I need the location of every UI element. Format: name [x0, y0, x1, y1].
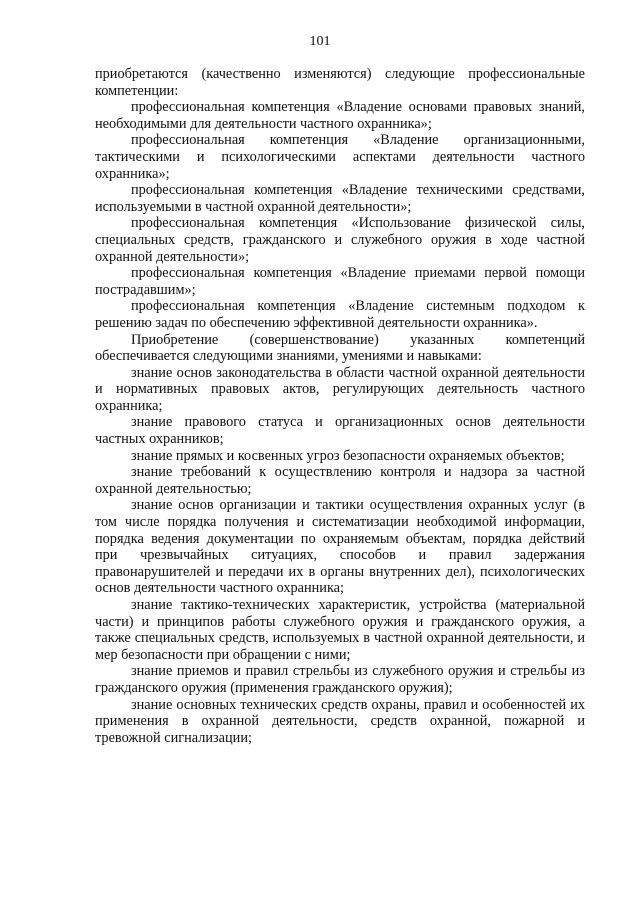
paragraph: знание прямых и косвенных угроз безопасности охраняемых объектов;: [131, 447, 565, 464]
paragraph: профессиональная компетенция «Использование физической силы, специальных средств, гражданского и служебного оружия в ходе частной охранной деятельности»;: [95, 215, 585, 265]
paragraph: знание приемов и правил стрельбы из служебного оружия и стрельбы из гражданского оружия (применения гражданского оружия);: [95, 663, 585, 696]
paragraph: знание требований к осуществлению контроля и надзора за частной охранной деятельностью;: [95, 464, 585, 497]
paragraph: профессиональная компетенция «Владение основами правовых знаний, необходимыми для деятельности частного охранника»;: [95, 99, 585, 132]
paragraph: знание основ законодательства в области частной охранной деятельности и нормативных правовых актов, регулирующих деятельность частного охранника;: [95, 364, 585, 414]
page-number: 101: [309, 34, 331, 49]
document-body: [95, 66, 585, 746]
paragraph: знание основных технических средств охраны, правил и особенностей их применения в охранной деятельности, средств охранной, пожарной и тревожной сигнализации;: [95, 696, 585, 746]
paragraph: профессиональная компетенция «Владение организационными, тактическими и психологическими аспектами деятельности частного охранника»;: [95, 132, 585, 182]
paragraph: знание основ организации и тактики осуществления охранных услуг (в том числе порядка получения и систематизации необходимой информации, порядка ведения документации по охраняемым объектам, порядка действий при чрезвычайных ситуациях, способов и правил задержания правонарушителей и передачи их в органы внутренних дел), психологических основ деятельности частного охранника;: [95, 497, 585, 597]
paragraph: знание тактико-технических характеристик, устройства (материальной части) и принципов работы служебного оружия и гражданского оружия, а также специальных средств, используемых в частной охранной деятельности, и мер безопасности при обращении с ними;: [95, 597, 585, 663]
paragraph: профессиональная компетенция «Владение приемами первой помощи пострадавшим»;: [95, 265, 585, 298]
paragraph: Приобретение (совершенствование) указанных компетенций обеспечивается следующими знаниями, умениями и навыками:: [95, 331, 585, 365]
paragraph: приобретаются (качественно изменяются) следующие профессиональные компетенции:: [95, 66, 585, 99]
paragraph: профессиональная компетенция «Владение системным подходом к решению задач по обеспечению эффективной деятельности охранника».: [95, 298, 585, 331]
paragraph: профессиональная компетенция «Владение техническими средствами, используемыми в частной охранной деятельности»;: [95, 182, 585, 215]
paragraph: знание правового статуса и организационных основ деятельности частных охранников;: [95, 414, 585, 448]
